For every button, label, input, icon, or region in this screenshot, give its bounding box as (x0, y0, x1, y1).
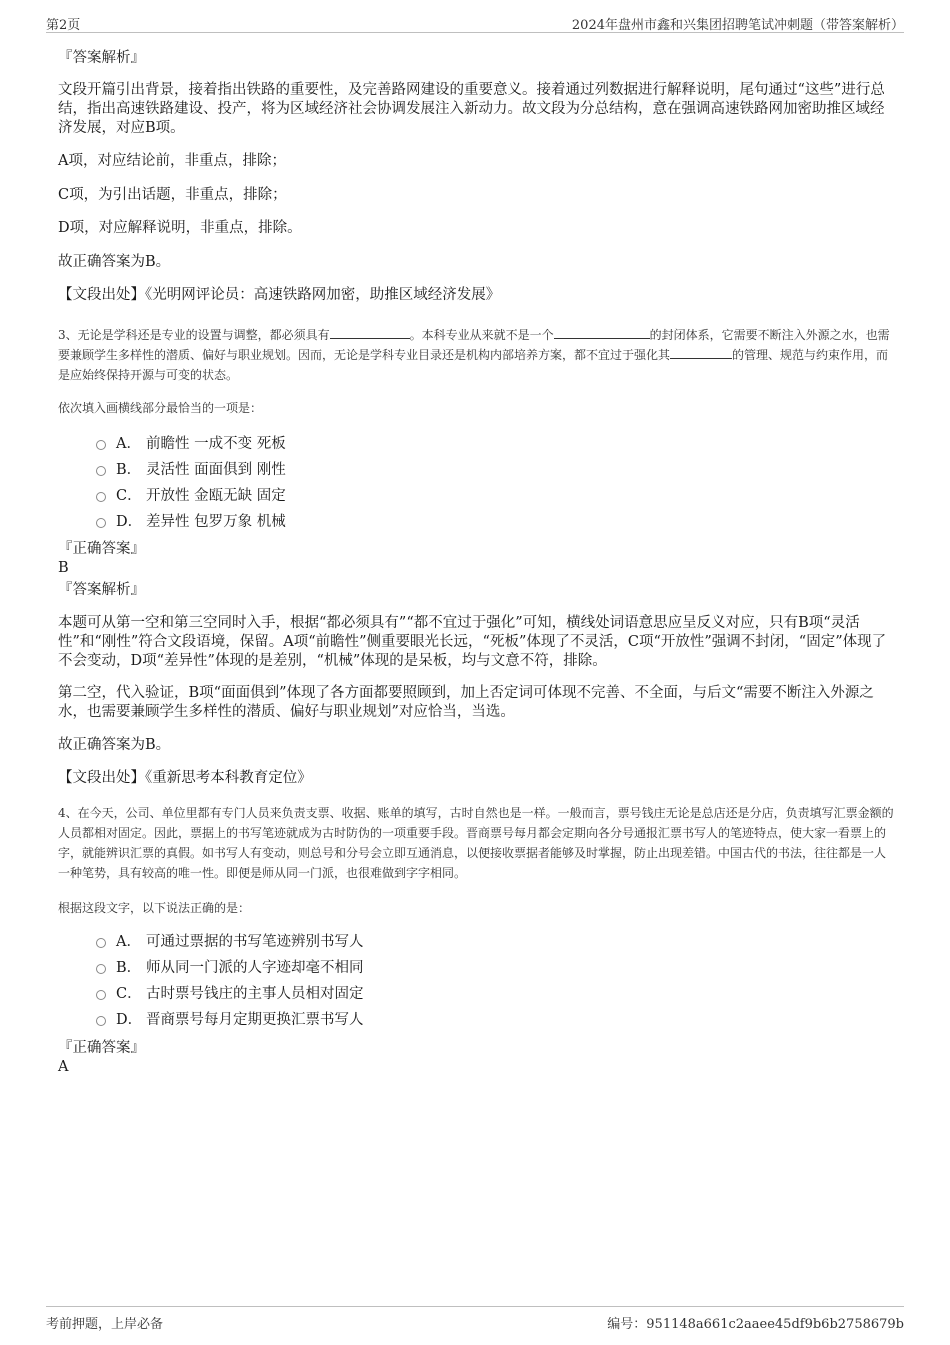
document-id: 编号：951148a661c2aaee45df9b6b2758679b (607, 1317, 904, 1332)
q3-answer: B (58, 560, 69, 576)
q2-conclusion: 故正确答案为B。 (58, 254, 171, 270)
q3-stem-part1: 3、无论是学科还是专业的设置与调整，都必须具有 (58, 328, 330, 342)
q2-source: 【文段出处】《光明网评论员：高速铁路网加密，助推区域经济发展》 (58, 287, 501, 303)
q3-blank-2 (554, 326, 650, 339)
option-letter: D． (116, 1012, 143, 1028)
option-text: 开放性 金瓯无缺 固定 (146, 488, 286, 504)
option-text: 晋商票号每月定期更换汇票书写人 (146, 1012, 364, 1028)
q3-analysis-paragraph-2: 第二空，代入验证，B项“面面俱到”体现了各方面都要照顾到，加上否定词可体现不完善、不全面，与后文“需要不断注入外源之水，也需要兼顾学生多样性的潜质、偏好与职业规划”对应恰当，当选。 (58, 685, 874, 720)
document-title: 2024年盘州市鑫和兴集团招聘笔试冲刺题（带答案解析） (571, 18, 904, 33)
option-text: 前瞻性 一成不变 死板 (146, 436, 286, 452)
option-letter: A． (116, 934, 141, 950)
option-letter: B． (116, 462, 142, 478)
q3-stem-part2: 。本科专业从来就不是一个 (409, 328, 554, 342)
q3-stem-part4: 的管理、规范与约束作用，而是应始终保持开源与可变的状态。 (58, 348, 889, 382)
q4-prompt: 根据这段文字，以下说法正确的是： (58, 901, 251, 915)
radio-icon[interactable] (96, 518, 106, 528)
option-text: 灵活性 面面俱到 刚性 (146, 462, 286, 478)
option-text: 古时票号钱庄的主事人员相对固定 (146, 986, 364, 1002)
q4-answer: A (58, 1059, 69, 1075)
radio-icon[interactable] (96, 440, 106, 450)
q3-analysis-paragraph-1: 本题可从第一空和第三空同时入手，根据“都必须具有”“都不宜过于强化”可知，横线处词语意思应呈反义对应，只有B项“灵活性”和“刚性”符合文段语境，保留。A项“前瞻性”侧重要眼光长远，“死板”体现了不灵活，C项“开放性”强调不封闭，“固定”体现了不会变动，D项“差异性”体现的是差别，“机械”体现的是呆板，均与文意不符，排除。 (58, 615, 887, 669)
q4-stem: 4、在今天，公司、单位里都有专门人员来负责支票、收据、账单的填写，古时自然也是一样。一般而言，票号钱庄无论是总店还是分店，负责填写汇票金额的人员都相对固定。因此，票据上的书写笔迹就成为古时防伪的一项重要手段。晋商票号每月都会定期向各分号通报汇票书写人的笔迹特点，使大家一看票上的字，就能辨识汇票的真假。如书写人有变动，则总号和分号会立即互通消息，以便接收票据者能够及时掌握，防止出现差错。中国古代的书法，往往都是一人一种笔势，具有较高的唯一性。即便是师从同一门派，也很难做到字字相同。 (58, 806, 894, 880)
q3-blank-1 (330, 326, 410, 339)
option-letter: B． (116, 960, 142, 976)
radio-icon[interactable] (96, 466, 106, 476)
page-header (46, 12, 904, 33)
option-letter: D． (116, 514, 143, 530)
option-text: 可通过票据的书写笔迹辨别书写人 (146, 934, 364, 950)
radio-icon[interactable] (96, 990, 106, 1000)
q3-option-c[interactable] (96, 486, 286, 506)
q3-blank-3 (670, 346, 732, 359)
q3-stem (58, 325, 894, 385)
option-text: 师从同一门派的人字迹却毫不相同 (146, 960, 364, 976)
option-letter: C． (116, 488, 142, 504)
q2-analysis-d: D项，对应解释说明，非重点，排除。 (58, 220, 302, 236)
q4-answer-label: 『正确答案』 (58, 1040, 145, 1056)
q3-answer-label: 『正确答案』 (58, 541, 145, 557)
q2-analysis-paragraph: 文段开篇引出背景，接着指出铁路的重要性，及完善路网建设的重要意义。接着通过列数据进行解释说明，尾句通过“这些”进行总结，指出高速铁路建设、投产，将为区域经济社会协调发展注入新动力。故文段为分总结构，意在强调高速铁路网加密助推区域经济发展，对应B项。 (58, 82, 885, 136)
q3-source: 【文段出处】《重新思考本科教育定位》 (58, 770, 312, 786)
q3-prompt: 依次填入画横线部分最恰当的一项是： (58, 401, 263, 415)
radio-icon[interactable] (96, 938, 106, 948)
q4-option-c[interactable] (96, 984, 364, 1004)
q4-option-a[interactable] (96, 932, 364, 952)
option-text: 差异性 包罗万象 机械 (146, 514, 286, 530)
q3-option-a[interactable] (96, 434, 286, 454)
q3-stem-part3: 的封闭体系，它需要不断注入外源之水，也需要兼顾学生多样性的潜质、偏好与职业规划。因而，无论是学科专业目录还是机构内部培养方案，都不宜过于强化其 (58, 328, 890, 362)
option-letter: A． (116, 436, 141, 452)
q4-option-d[interactable] (96, 1010, 364, 1030)
q4-option-b[interactable] (96, 958, 364, 978)
radio-icon[interactable] (96, 1016, 106, 1026)
q2-analysis-c: C项，为引出话题，非重点，排除； (58, 187, 287, 203)
footer-slogan: 考前押题，上岸必备 (46, 1317, 164, 1332)
q3-option-b[interactable] (96, 460, 286, 480)
q3-analysis-label: 『答案解析』 (58, 582, 145, 598)
option-letter: C． (116, 986, 142, 1002)
q2-analysis-label: 『答案解析』 (58, 50, 145, 66)
q3-option-d[interactable] (96, 512, 286, 532)
radio-icon[interactable] (96, 492, 106, 502)
page-number: 第2页 (46, 18, 81, 33)
q2-analysis-a: A项，对应结论前，非重点，排除； (58, 153, 286, 169)
radio-icon[interactable] (96, 964, 106, 974)
page-footer (46, 1306, 904, 1331)
q3-conclusion: 故正确答案为B。 (58, 737, 171, 753)
